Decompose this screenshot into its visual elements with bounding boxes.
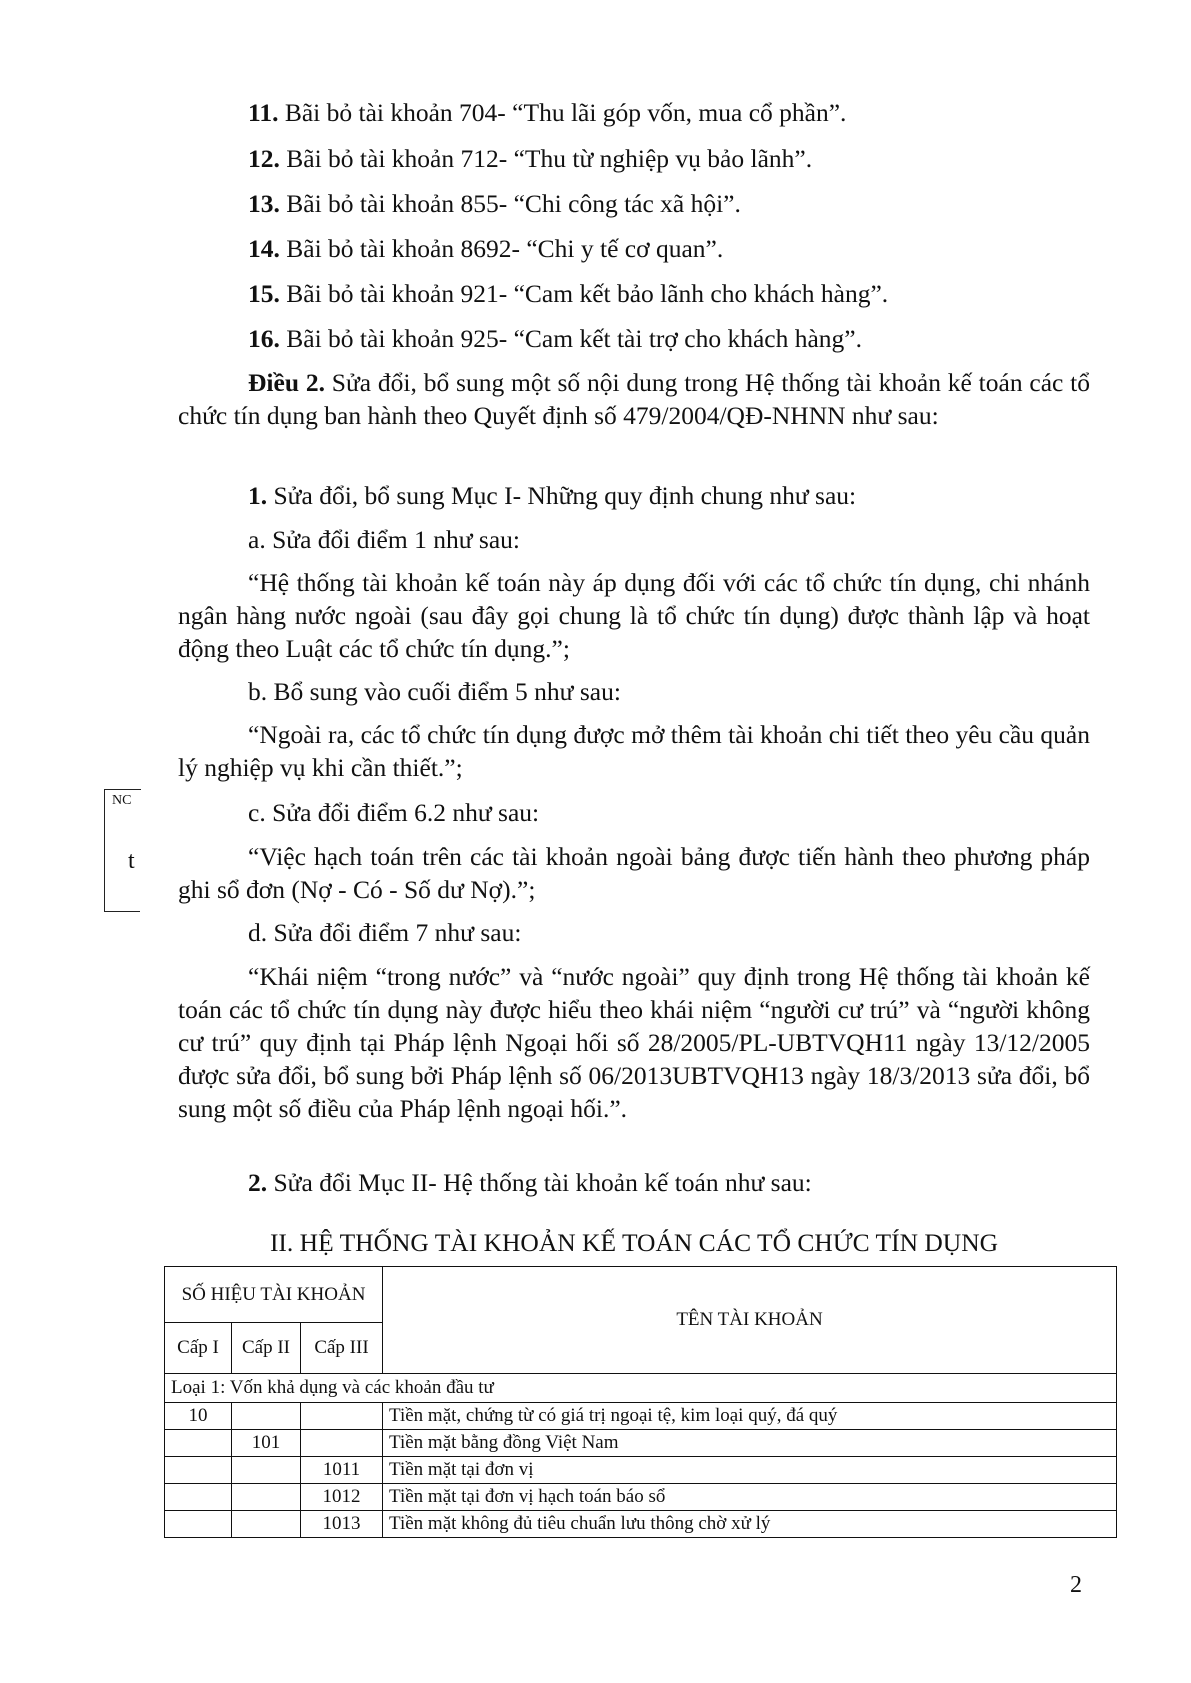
item-text: Bãi bỏ tài khoản 8692- “Chi y tế cơ quan”.: [279, 234, 724, 263]
article-label: Điều 2.: [248, 368, 325, 397]
point-c-text: “Việc hạch toán trên các tài khoản ngoài bảng được tiến hành theo phương pháp ghi sổ đơn (Nợ - Có - Số dư Nợ).”;: [178, 842, 1090, 904]
item-text: Bãi bỏ tài khoản 855- “Chi công tác xã hội”.: [279, 189, 741, 218]
item-num: 12.: [248, 144, 280, 173]
item-num: 16.: [248, 324, 280, 353]
table-row: [165, 1511, 1117, 1538]
item-13: [248, 187, 1088, 220]
header-level-1: Cấp I: [165, 1323, 232, 1374]
cell-level-1: [165, 1511, 232, 1538]
cell-name: Tiền mặt, chứng từ có giá trị ngoại tệ, kim loại quý, đá quý: [383, 1403, 1117, 1430]
cell-name: Tiền mặt tại đơn vị: [383, 1457, 1117, 1484]
point-d: d. Sửa đổi điểm 7 như sau:: [248, 918, 522, 947]
table-row: [165, 1430, 1117, 1457]
cell-level-3: 1013: [301, 1511, 383, 1538]
point-a: a. Sửa đổi điểm 1 như sau:: [248, 525, 520, 554]
item-num: 14.: [248, 234, 280, 263]
section-num: 2.: [248, 1168, 268, 1197]
table-title: II. HỆ THỐNG TÀI KHOẢN KẾ TOÁN CÁC TỔ CHỨC TÍN DỤNG: [269, 1228, 999, 1257]
section-text: Sửa đổi, bổ sung Mục I- Những quy định chung như sau:: [267, 481, 857, 510]
cell-level-2: [232, 1484, 301, 1511]
cell-level-2: [232, 1403, 301, 1430]
margin-bracket-bottom: [104, 911, 140, 912]
accounts-table: [164, 1266, 1117, 1538]
cell-name: Tiền mặt tại đơn vị hạch toán báo sổ: [383, 1484, 1117, 1511]
header-level-2: Cấp II: [232, 1323, 301, 1374]
section-num: 1.: [248, 481, 268, 510]
item-14: [248, 232, 1088, 265]
header-account-number: SỐ HIỆU TÀI KHOẢN: [165, 1267, 383, 1323]
section-2: [248, 1166, 1088, 1199]
item-num: 11.: [248, 98, 279, 127]
item-text: Bãi bỏ tài khoản 704- “Thu lãi góp vốn, mua cổ phần”.: [278, 98, 847, 127]
item-num: 15.: [248, 279, 280, 308]
margin-note-mark: t: [128, 848, 135, 874]
cell-name: Tiền mặt bằng đồng Việt Nam: [383, 1430, 1117, 1457]
item-text: Bãi bỏ tài khoản 712- “Thu từ nghiệp vụ bảo lãnh”.: [279, 144, 813, 173]
cell-level-3: [301, 1430, 383, 1457]
item-16: [248, 322, 1088, 355]
header-account-name: TÊN TÀI KHOẢN: [383, 1267, 1117, 1374]
point-d-text: “Khái niệm “trong nước” và “nước ngoài” quy định trong Hệ thống tài khoản kế toán các tổ chức tín dụng này được hiểu theo khái niệm “người cư trú” và “người không cư trú” quy định tại Pháp lệnh Ngoại hối số 28/2005/PL-UBTVQH11 ngày 13/12/2005 được sửa đổi, bổ sung bởi Pháp lệnh số 06/2013UBTVQH13 ngày 18/3/2013 sửa đổi, bổ sung một số điều của Pháp lệnh ngoại hối.”.: [178, 962, 1090, 1123]
header-level-3: Cấp III: [301, 1323, 383, 1374]
item-15: [248, 277, 1088, 310]
item-text: Bãi bỏ tài khoản 921- “Cam kết bảo lãnh cho khách hàng”.: [279, 279, 889, 308]
cell-level-2: 101: [232, 1430, 301, 1457]
cell-level-2: [232, 1511, 301, 1538]
cell-level-3: 1011: [301, 1457, 383, 1484]
point-a-text: “Hệ thống tài khoản kế toán này áp dụng đối với các tổ chức tín dụng, chi nhánh ngân hàng nước ngoài (sau đây gọi chung là tổ chức tín dụng) được thành lập và hoạt động theo Luật các tổ chức tín dụng.”;: [178, 568, 1090, 663]
point-b-text: “Ngoài ra, các tổ chức tín dụng được mở thêm tài khoản chi tiết theo yêu cầu quản lý nghiệp vụ khi cần thiết.”;: [178, 720, 1090, 782]
section-1: [248, 479, 1088, 512]
point-c: c. Sửa đổi điểm 6.2 như sau:: [248, 798, 540, 827]
item-text: Bãi bỏ tài khoản 925- “Cam kết tài trợ cho khách hàng”.: [279, 324, 862, 353]
cell-level-1: [165, 1457, 232, 1484]
table-row: [165, 1457, 1117, 1484]
article-text: Sửa đổi, bổ sung một số nội dung trong Hệ thống tài khoản kế toán các tổ chức tín dụng ban hành theo Quyết định số 479/2004/QĐ-NHNN như sau:: [178, 368, 1091, 430]
table-row: [165, 1403, 1117, 1430]
cell-level-3: 1012: [301, 1484, 383, 1511]
cell-level-1: [165, 1484, 232, 1511]
item-num: 13.: [248, 189, 280, 218]
item-12: [248, 142, 1088, 175]
page-number: 2: [1070, 1572, 1082, 1598]
section-text: Sửa đổi Mục II- Hệ thống tài khoản kế toán như sau:: [267, 1168, 812, 1197]
item-11: [248, 96, 1088, 129]
cell-name: Tiền mặt không đủ tiêu chuẩn lưu thông chờ xử lý: [383, 1511, 1117, 1538]
article-2: [178, 366, 1090, 432]
margin-note: NC: [112, 793, 132, 808]
point-b: b. Bổ sung vào cuối điểm 5 như sau:: [248, 677, 621, 706]
cell-level-1: 10: [165, 1403, 232, 1430]
group-row: Loại 1: Vốn khả dụng và các khoản đầu tư: [165, 1374, 1117, 1403]
cell-level-2: [232, 1457, 301, 1484]
table-row: [165, 1484, 1117, 1511]
cell-level-3: [301, 1403, 383, 1430]
cell-level-1: [165, 1430, 232, 1457]
